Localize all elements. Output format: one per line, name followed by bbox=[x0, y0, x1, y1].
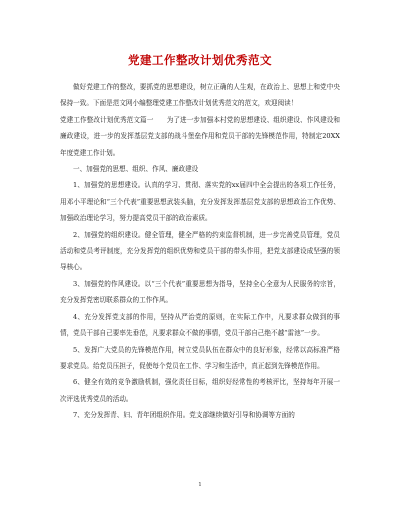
section-heading-1: 一、加强党的思想、组织、作风、廉政建设 bbox=[73, 165, 199, 174]
list-item: 1、加强党的思想建设。认真的学习、贯彻、落实党的xx届四中全会提出的各项工作任务，用邓小平理论和“三个代表”重要思想武装头脑，充分发挥发挥基层党支部的思想政治工作优势、加强政治理论学习，努力提高党员干部的政治素质。 bbox=[60, 181, 340, 223]
document-title: 党建工作整改计划优秀范文 bbox=[128, 53, 272, 67]
list-item: 7、充分发挥青、妇、青年团组织作用。党支部继续做好引导和协调等方面的 bbox=[73, 411, 295, 420]
list-item: 5、发挥广大党员的先锋模范作用，树立党员队伍在群众中的良好形象，经常以高标准严格要求党员。给党员压担子，促使每个党员在工作、学习和生活中，真正起到先锋模范作用。 bbox=[60, 345, 340, 370]
paragraph-intro: 做好党建工作的整改，要抓党的思想建设，树立正确的人生观，在政治上、思想上和党中央保持一致。下面是范文网小编整理党建工作整改计划优秀范文的范文，欢迎阅读！ bbox=[60, 83, 340, 108]
page-number: 1 bbox=[198, 482, 202, 488]
paragraph-article-heading: 党建工作整改计划优秀范文篇一 为了进一步加强本村党的思想建设、组织建设、作风建设和廉政建设，进一步的发挥基层党支部的战斗堡垒作用和党员干部的先锋模范作用，特制定20XX年度党建工作计划。 bbox=[60, 115, 340, 157]
list-item: 2、加强党的组织建设。健全管理，健全严格的约束监督机制，进一步完善党员管理，党员活动和党员考评制度，充分发挥党的组织优势和党员干部的带头作用，把党支部建设成坚强的领导核心。 bbox=[60, 230, 340, 272]
document-body bbox=[60, 79, 340, 424]
list-item: 6、健全有效的竞争激励机制，强化责任目标，组织好经常性的考核评比，坚持每年开展一次评选优秀党员的活动。 bbox=[60, 378, 340, 403]
list-item: 3、加强党的作风建设。以“三个代表”重要思想为指导，坚持全心全意为人民服务的宗旨，充分发挥党密切联系群众的工作作风。 bbox=[60, 279, 340, 305]
list-item: 4、充分发挥党支部的作用，坚持从严治党的原则，在实际工作中，凡要求群众做到的事情，党员干部自己要率先垂范，凡要求群众不做的事情，党员干部自己绝不越“雷池”一步。 bbox=[60, 312, 340, 338]
